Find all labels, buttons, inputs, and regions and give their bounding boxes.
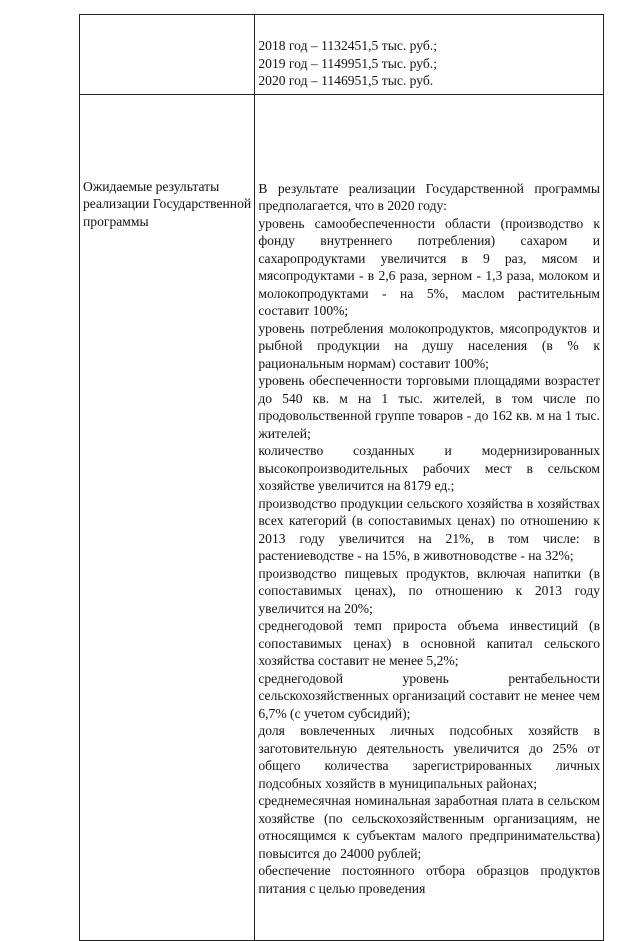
finance-label-cell [80, 15, 255, 95]
finance-line-2020: 2020 год – 1146951,5 тыс. руб. [258, 73, 434, 88]
results-text-cell [255, 94, 604, 940]
finance-values-cell [255, 15, 604, 95]
result-item-salary: среднемесячная номинальная заработная плата в сельском хозяйстве (по сельскохозяйственным организациям, не относящимся к субъектам малого предпринимательства) повысится до 24000 рублей; [258, 793, 600, 861]
finance-line-2018: 2018 год – 1132451,5 тыс. руб.; [258, 38, 437, 53]
finance-row [80, 15, 604, 95]
results-row [80, 94, 604, 940]
result-item-agri-production: производство продукции сельского хозяйства в хозяйствах всех категорий (в сопоставимых ценах) по отношению к 2013 году увеличится на 21%, в том числе: в растениеводстве - на 15%, в животноводстве - на 32%; [258, 495, 600, 563]
results-label-cell [80, 94, 255, 940]
result-item-profitability: среднегодовой уровень рентабельности сельскохозяйственных организаций составит не менее чем 6,7% (с учетом субсидий); [258, 670, 600, 721]
result-item-consumption: уровень потребления молокопродуктов, мясопродуктов и рыбной продукции на душу населения (в % к рациональным нормам) составит 100%; [258, 320, 600, 371]
program-passport-table [79, 14, 604, 941]
results-intro: В результате реализации Государственной программы предполагается, что в 2020 году: [258, 180, 600, 213]
result-item-food-production: производство пищевых продуктов, включая напитки (в сопоставимых ценах), по отношению к 2013 году увеличится на 20%; [258, 565, 600, 616]
results-label: Ожидаемые результаты реализации Государственной программы [83, 178, 252, 229]
results-text-clip [258, 180, 600, 940]
result-item-self-sufficiency: уровень самообеспеченности области (производство к фонду внутреннего потребления) сахаром и сахаропродуктами увеличится в 9 раз, мясом и мясопродуктами - в 2,6 раза, зерном - 1,3 раза, молоком и молокопродуктами - на 5%, маслом растительным составит 100%; [258, 215, 600, 318]
result-item-household-farms: доля вовлеченных личных подсобных хозяйств в заготовительную деятельность увеличится до 25% от общего количества зарегистрированных личных подсобных хозяйств в муниципальных районах; [258, 723, 600, 791]
finance-line-2019: 2019 год – 1149951,5 тыс. руб.; [258, 55, 437, 71]
result-item-investment: среднегодовой темп прироста объема инвестиций (в сопоставимых ценах) в основной капитал сельского хозяйства составит не менее 5,2%; [258, 618, 600, 668]
result-item-workplaces: количество созданных и модернизированных высокопроизводительных рабочих мест в сельском хозяйстве увеличится на 8179 ед.; [258, 443, 600, 493]
result-item-food-sampling: обеспечение постоянного отбора образцов продуктов питания с целью проведения [258, 863, 600, 896]
result-item-retail-space: уровень обеспеченности торговыми площадями возрастет до 540 кв. м на 1 тыс. жителей, в том числе по продовольственной группе товаров - до 162 кв. м на 1 тыс. жителей; [258, 373, 600, 441]
